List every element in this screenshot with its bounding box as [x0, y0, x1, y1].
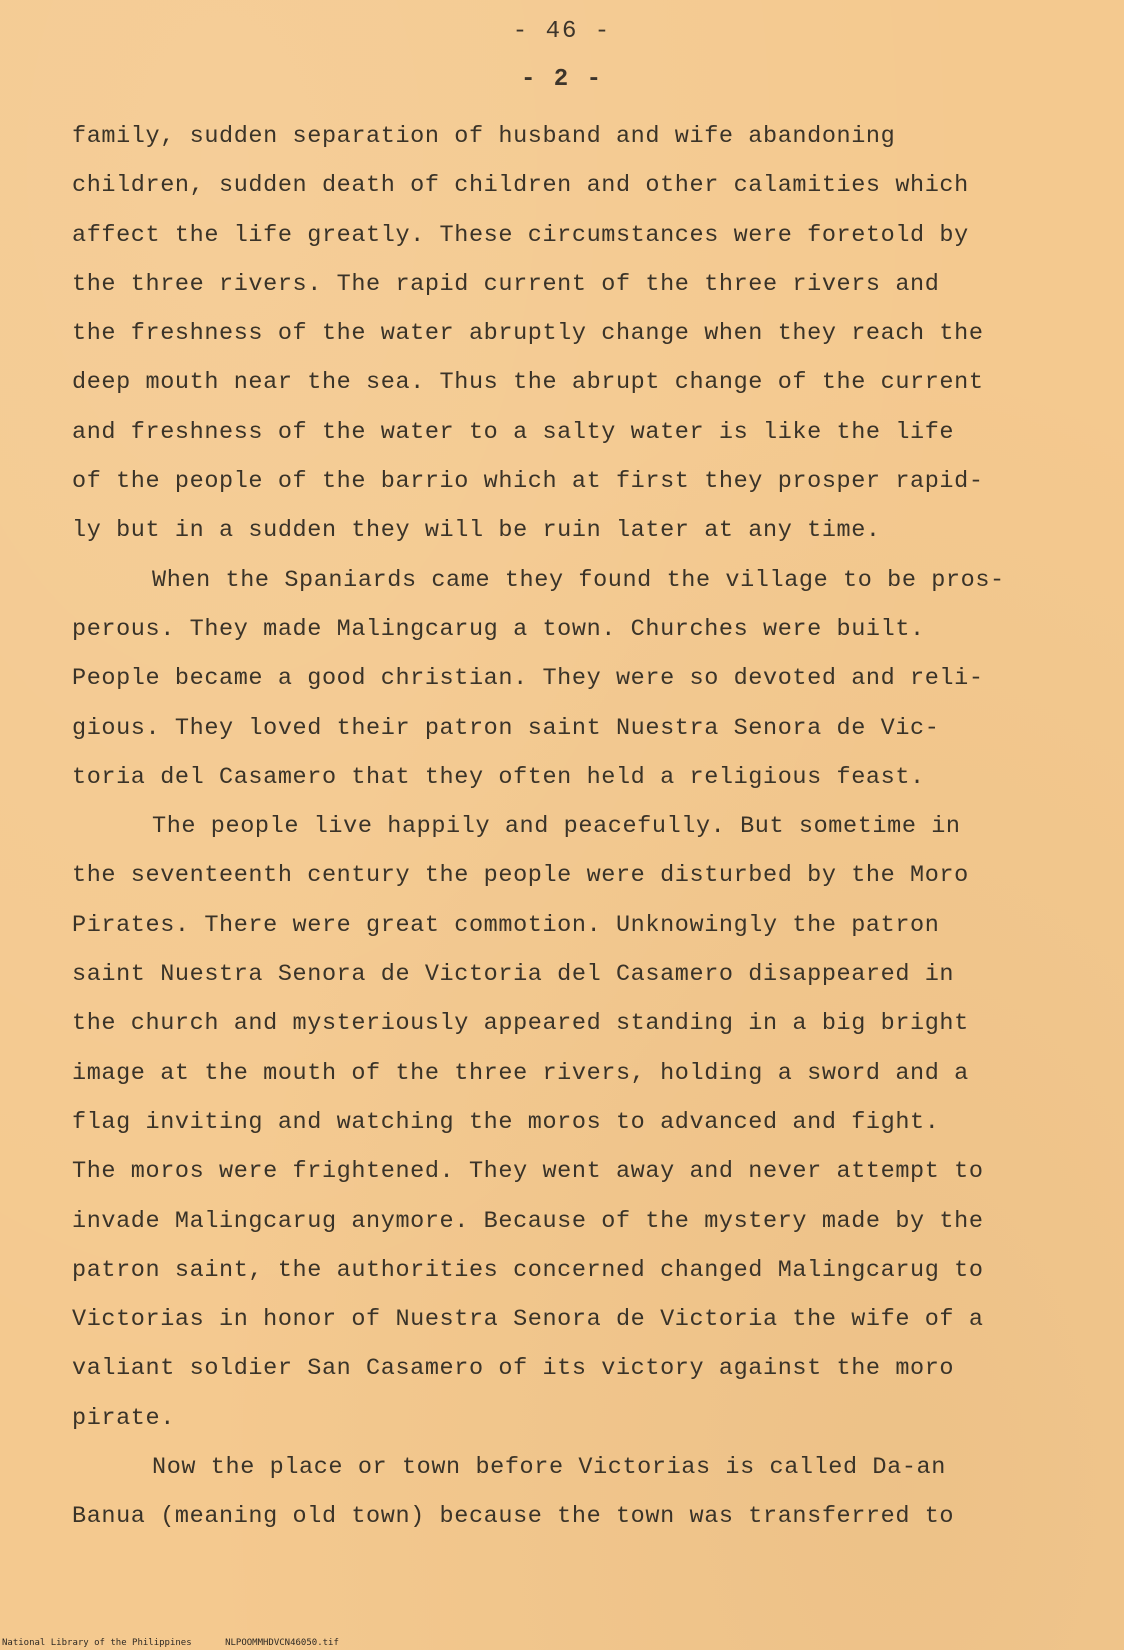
text-line: children, sudden death of children and other calamities which: [72, 172, 969, 200]
text-line: the freshness of the water abruptly change when they reach the: [72, 320, 984, 348]
text-line: The people live happily and peacefully. But sometime in: [152, 813, 961, 841]
text-line: Pirates. There were great commotion. Unknowingly the patron: [72, 911, 940, 939]
text-line: saint Nuestra Senora de Victoria del Casamero disappeared in: [72, 961, 955, 989]
text-line: the church and mysteriously appeared standing in a big bright: [72, 1010, 969, 1038]
text-line: When the Spaniards came they found the village to be pros-: [152, 566, 1005, 594]
text-line: family, sudden separation of husband and wife abandoning: [72, 123, 896, 150]
text-line: Now the place or town before Victorias is called Da-an: [152, 1454, 946, 1482]
text-line: ly but in a sudden they will be ruin later at any time.: [72, 517, 881, 545]
footer-institution: National Library of the Philippines: [2, 1638, 192, 1648]
text-line: of the people of the barrio which at first they prosper rapid-: [72, 468, 984, 496]
text-line: affect the life greatly. These circumstances were foretold by: [72, 221, 969, 249]
text-line: the seventeenth century the people were disturbed by the Moro: [72, 862, 969, 890]
text-line: The moros were frightened. They went away and never attempt to: [72, 1158, 984, 1186]
text-line: Victorias in honor of Nuestra Senora de Victoria the wife of a: [72, 1306, 984, 1334]
page-number: - 46 -: [512, 18, 612, 45]
text-line: image at the mouth of the three rivers, holding a sword and a: [72, 1059, 969, 1087]
text-line: invade Malingcarug anymore. Because of the mystery made by the: [72, 1207, 984, 1235]
footer-file-name: NLPOOMMHDVCN46050.tif: [225, 1638, 339, 1648]
text-line: gious. They loved their patron saint Nuestra Senora de Vic-: [72, 714, 940, 742]
text-line: Banua (meaning old town) because the town was transferred to: [72, 1503, 955, 1531]
text-line: valiant soldier San Casamero of its victory against the moro: [72, 1355, 955, 1383]
text-line: pirate.: [72, 1404, 175, 1432]
text-line: deep mouth near the sea. Thus the abrupt change of the current: [72, 369, 984, 397]
text-line: flag inviting and watching the moros to advanced and fight.: [72, 1108, 940, 1136]
body-text: [72, 112, 1052, 1542]
scan-footer: [2, 1638, 367, 1648]
text-line: perous. They made Malingcarug a town. Churches were built.: [72, 615, 925, 643]
text-line: toria del Casamero that they often held a religious feast.: [72, 763, 925, 791]
text-line: and freshness of the water to a salty water is like the life: [72, 418, 955, 446]
text-line: the three rivers. The rapid current of the three rivers and: [72, 270, 940, 298]
text-line: patron saint, the authorities concerned changed Malingcarug to: [72, 1256, 984, 1284]
text-line: People became a good christian. They were so devoted and reli-: [72, 665, 984, 693]
sub-page-number: - 2 -: [520, 66, 603, 93]
